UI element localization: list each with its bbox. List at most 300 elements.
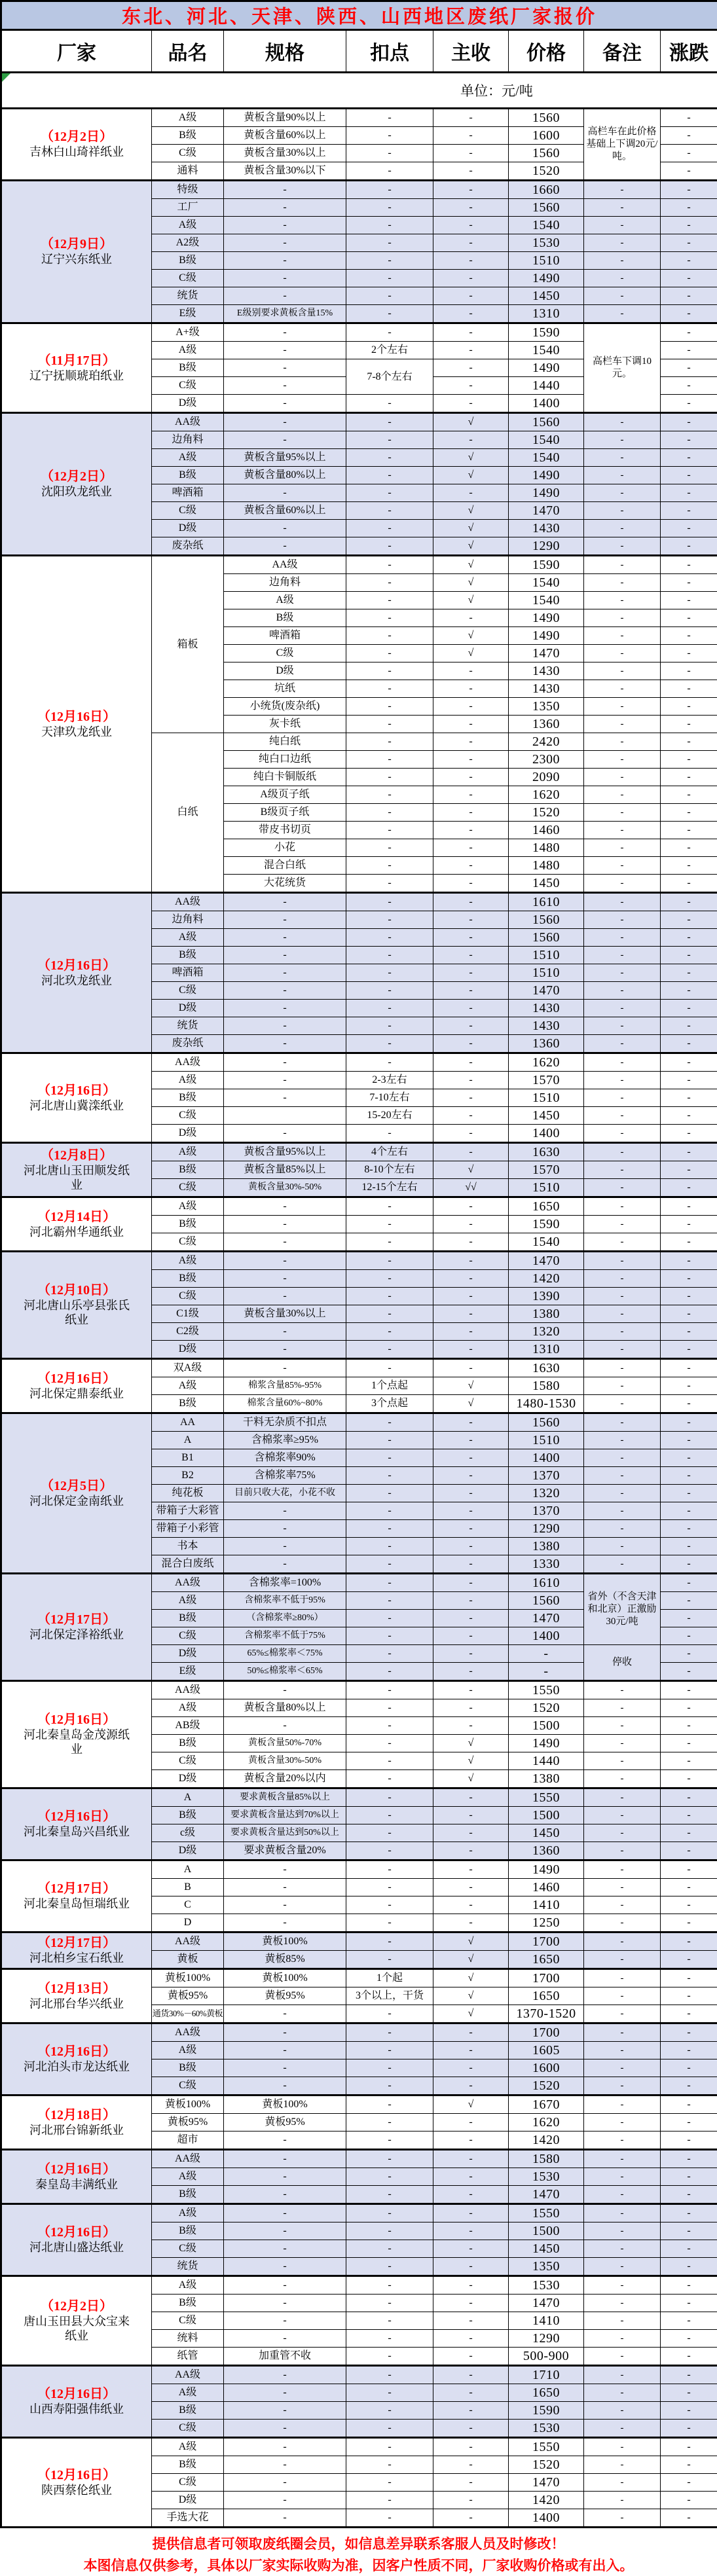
- table-row: [1, 2023, 717, 2042]
- spec-cell: -: [224, 2420, 346, 2438]
- price-cell: 1350: [509, 2258, 584, 2276]
- product-cell: 通货30%－60%黄板: [152, 2005, 224, 2023]
- spec-cell: 棉浆含量85%-95%: [224, 1377, 346, 1395]
- remark-cell: -: [584, 1860, 661, 1879]
- spec-cell: 小花: [224, 839, 346, 857]
- spec-cell: -: [224, 2132, 346, 2150]
- spec-cell: -: [224, 1860, 346, 1879]
- price-cell: 1580: [509, 1377, 584, 1395]
- product-cell: 啤酒箱: [152, 964, 224, 982]
- remark-cell: -: [584, 2059, 661, 2077]
- product-cell: E级: [152, 1663, 224, 1681]
- remark-cell: -: [584, 857, 661, 875]
- remark-cell: -: [584, 449, 661, 467]
- factory-name: 沈阳玖龙纸业: [19, 485, 134, 499]
- deduction-cell: -: [346, 2348, 433, 2366]
- spec-cell: 带皮书切页: [224, 822, 346, 839]
- product-cell: B级: [152, 2222, 224, 2240]
- deduction-cell: -: [346, 270, 433, 287]
- product-cell: B: [152, 1879, 224, 1896]
- price-cell: 1380: [509, 1305, 584, 1323]
- product-cell: AA级: [152, 2366, 224, 2384]
- deduction-cell: -: [346, 1485, 433, 1502]
- factory-cell: [1, 323, 152, 413]
- remark-cell: -: [584, 502, 661, 520]
- product-cell: AA级: [152, 1053, 224, 1072]
- product-cell: B级: [152, 1089, 224, 1107]
- product-cell: AA级: [152, 1681, 224, 1699]
- spec-cell: -: [224, 377, 346, 395]
- main-buy-cell: -: [433, 2258, 509, 2276]
- deduction-cell: -: [346, 2042, 433, 2059]
- change-cell: -: [661, 1305, 717, 1323]
- product-cell: 书本: [152, 1538, 224, 1555]
- spec-cell: A级: [224, 592, 346, 609]
- factory-date: （12月16日）: [19, 1083, 134, 1099]
- spec-cell: 黄板含量80%以上: [224, 467, 346, 484]
- main-buy-cell: -: [433, 305, 509, 323]
- factory-date: （12月17日）: [19, 1935, 134, 1951]
- main-buy-cell: -: [433, 1233, 509, 1252]
- price-cell: 2420: [509, 733, 584, 751]
- price-cell: 1480-1530: [509, 1395, 584, 1413]
- change-cell: -: [661, 431, 717, 449]
- change-cell: -: [661, 1323, 717, 1341]
- main-buy-cell: -: [433, 359, 509, 377]
- factory-name: 河北唐山乐亭县张氏纸业: [19, 1299, 134, 1327]
- change-cell: -: [661, 2186, 717, 2204]
- main-buy-cell: -: [433, 1000, 509, 1017]
- change-cell: -: [661, 2059, 717, 2077]
- remark-cell: -: [584, 1270, 661, 1288]
- spec-cell: 黄板含量30%-50%: [224, 1752, 346, 1770]
- remark-cell: -: [584, 1107, 661, 1125]
- remark-cell: -: [584, 270, 661, 287]
- main-buy-cell: -: [433, 2312, 509, 2330]
- remark-cell: -: [584, 1914, 661, 1932]
- change-cell: -: [661, 1770, 717, 1788]
- main-buy-cell: √: [433, 2005, 509, 2023]
- main-buy-cell: √: [433, 413, 509, 431]
- deduction-cell: -: [346, 2168, 433, 2186]
- price-cell: 1450: [509, 1824, 584, 1842]
- deduction-cell: -: [346, 2402, 433, 2420]
- footer-disclaimer: [0, 2528, 717, 2576]
- change-cell: -: [661, 109, 717, 127]
- main-buy-cell: √: [433, 1752, 509, 1770]
- product-cell: A级: [152, 2384, 224, 2402]
- price-cell: -: [509, 1645, 584, 1663]
- deduction-cell: -: [346, 1216, 433, 1233]
- main-buy-cell: √: [433, 1969, 509, 1987]
- main-buy-cell: -: [433, 2402, 509, 2420]
- deduction-cell: -: [346, 2330, 433, 2348]
- remark-cell: -: [584, 769, 661, 786]
- table-row: [1, 1053, 717, 1072]
- product-cell: 特级: [152, 181, 224, 199]
- deduction-cell: -: [346, 2438, 433, 2456]
- price-cell: 2090: [509, 769, 584, 786]
- change-cell: -: [661, 2150, 717, 2168]
- change-cell: -: [661, 2222, 717, 2240]
- remark-cell: -: [584, 1788, 661, 1807]
- remark-cell: -: [584, 1323, 661, 1341]
- product-cell: AA级: [152, 2150, 224, 2168]
- product-cell: B级: [152, 1807, 224, 1824]
- product-cell: B1: [152, 1449, 224, 1467]
- product-cell: 统料: [152, 2330, 224, 2348]
- product-cell: C级: [152, 270, 224, 287]
- change-cell: -: [661, 127, 717, 145]
- remark-cell: -: [584, 2456, 661, 2474]
- main-buy-cell: √: [433, 449, 509, 467]
- main-buy-cell: √: [433, 1770, 509, 1788]
- remark-cell: -: [584, 520, 661, 537]
- price-cell: 1560: [509, 911, 584, 929]
- main-buy-cell: -: [433, 911, 509, 929]
- remark-cell: -: [584, 199, 661, 217]
- remark-cell: -: [584, 911, 661, 929]
- change-cell: -: [661, 2330, 717, 2348]
- remark-cell: -: [584, 592, 661, 609]
- change-cell: -: [661, 413, 717, 431]
- remark-cell: -: [584, 1125, 661, 1143]
- main-buy-cell: -: [433, 2295, 509, 2312]
- deduction-cell: -: [346, 964, 433, 982]
- main-buy-cell: -: [433, 1502, 509, 1520]
- price-cell: 1430: [509, 1000, 584, 1017]
- deduction-cell: 4个左右: [346, 1143, 433, 1161]
- deduction-cell: -: [346, 1645, 433, 1663]
- factory-date: （12月13日）: [19, 1981, 134, 1997]
- change-cell: -: [661, 1735, 717, 1752]
- remark-cell: -: [584, 2402, 661, 2420]
- main-buy-cell: -: [433, 2348, 509, 2366]
- product-cell: 超市: [152, 2132, 224, 2150]
- factory-name: 唐山玉田县大众宝来纸业: [19, 2315, 134, 2343]
- spec-cell: -: [224, 2384, 346, 2402]
- factory-cell: [1, 1359, 152, 1413]
- table-row: [1, 1197, 717, 1216]
- price-cell: 1590: [509, 556, 584, 574]
- spec-cell: -: [224, 911, 346, 929]
- price-cell: 1420: [509, 2492, 584, 2509]
- deduction-cell: -: [346, 1270, 433, 1288]
- factory-name: 河北邢台锦新纸业: [19, 2124, 134, 2138]
- factory-date: （12月17日）: [19, 1612, 134, 1628]
- deduction-cell: -: [346, 1233, 433, 1252]
- product-cell: 边角料: [152, 431, 224, 449]
- spec-cell: 黄板含量60%以上: [224, 502, 346, 520]
- product-cell: AA级: [152, 1574, 224, 1592]
- price-cell: 1290: [509, 537, 584, 556]
- deduction-cell: -: [346, 287, 433, 305]
- factory-name: 辽宁兴东纸业: [19, 253, 134, 267]
- deduction-cell: -: [346, 698, 433, 716]
- spec-cell: 黄板含量30%以下: [224, 162, 346, 181]
- change-cell: -: [661, 1359, 717, 1377]
- product-cell: C级: [152, 502, 224, 520]
- product-cell: 白纸: [152, 733, 224, 893]
- main-buy-cell: -: [433, 1485, 509, 1502]
- main-buy-cell: -: [433, 287, 509, 305]
- remark-cell: -: [584, 305, 661, 323]
- product-cell: B级: [152, 2059, 224, 2077]
- price-cell: 1580: [509, 2150, 584, 2168]
- deduction-cell: -: [346, 1305, 433, 1323]
- table-row: [1, 893, 717, 911]
- change-cell: -: [661, 769, 717, 786]
- deduction-cell: -: [346, 1610, 433, 1627]
- factory-cell: [1, 1252, 152, 1359]
- main-buy-cell: -: [433, 323, 509, 342]
- remark-cell: -: [584, 2240, 661, 2258]
- price-cell: 1400: [509, 2509, 584, 2528]
- factory-cell: [1, 1053, 152, 1143]
- deduction-cell: -: [346, 1252, 433, 1270]
- col-header-main-buy: 主收: [433, 30, 509, 73]
- change-cell: -: [661, 270, 717, 287]
- price-cell: 1360: [509, 1035, 584, 1053]
- product-cell: D级: [152, 520, 224, 537]
- change-cell: -: [661, 982, 717, 1000]
- price-cell: 1540: [509, 1233, 584, 1252]
- remark-cell: -: [584, 1161, 661, 1179]
- spec-cell: -: [224, 2204, 346, 2222]
- spec-cell: 黄板含量30%以上: [224, 145, 346, 162]
- factory-cell: [1, 2276, 152, 2366]
- change-cell: -: [661, 2366, 717, 2384]
- main-buy-cell: -: [433, 1592, 509, 1610]
- remark-cell: -: [584, 1896, 661, 1914]
- deduction-cell: -: [346, 1824, 433, 1842]
- table-row: [1, 1359, 717, 1377]
- spec-cell: 含棉浆率=100%: [224, 1574, 346, 1592]
- price-cell: 1470: [509, 645, 584, 662]
- spec-cell: -: [224, 359, 346, 377]
- col-header-change: 涨跌: [661, 30, 717, 73]
- table-row: [1, 181, 717, 199]
- remark-cell: -: [584, 2295, 661, 2312]
- change-cell: -: [661, 662, 717, 680]
- factory-cell: [1, 556, 152, 893]
- remark-cell: -: [584, 2095, 661, 2114]
- change-cell: -: [661, 2509, 717, 2528]
- deduction-cell: -: [346, 1502, 433, 1520]
- deduction-cell: -: [346, 1788, 433, 1807]
- price-cell: 1650: [509, 2384, 584, 2402]
- change-cell: -: [661, 1252, 717, 1270]
- main-buy-cell: -: [433, 1467, 509, 1485]
- main-buy-cell: -: [433, 1432, 509, 1449]
- price-cell: 1520: [509, 804, 584, 822]
- change-cell: -: [661, 1089, 717, 1107]
- price-cell: 1650: [509, 1987, 584, 2005]
- price-cell: 1370-1520: [509, 2005, 584, 2023]
- main-buy-cell: -: [433, 1663, 509, 1681]
- change-cell: -: [661, 1592, 717, 1610]
- remark-cell: -: [584, 698, 661, 716]
- col-header-price: 价格: [509, 30, 584, 73]
- product-cell: D级: [152, 1770, 224, 1788]
- product-cell: 箱板: [152, 556, 224, 733]
- price-cell: 1380: [509, 1770, 584, 1788]
- change-cell: -: [661, 1663, 717, 1681]
- product-cell: A: [152, 1432, 224, 1449]
- spec-cell: -: [224, 395, 346, 413]
- spec-cell: -: [224, 1341, 346, 1359]
- factory-cell: [1, 1197, 152, 1252]
- product-cell: 通料: [152, 162, 224, 181]
- price-cell: 1430: [509, 520, 584, 537]
- price-cell: 1380: [509, 1538, 584, 1555]
- main-buy-cell: -: [433, 1807, 509, 1824]
- factory-name: 河北保定金南纸业: [19, 1495, 134, 1509]
- change-cell: -: [661, 2077, 717, 2095]
- change-cell: -: [661, 822, 717, 839]
- product-cell: C级: [152, 1752, 224, 1770]
- spec-cell: 含棉浆率不低于75%: [224, 1627, 346, 1645]
- main-buy-cell: -: [433, 377, 509, 395]
- price-cell: 1320: [509, 1485, 584, 1502]
- factory-rows: [1, 109, 717, 2528]
- remark-cell: -: [584, 1089, 661, 1107]
- remark-cell: -: [584, 2276, 661, 2295]
- product-cell: B级: [152, 127, 224, 145]
- change-cell: -: [661, 574, 717, 592]
- remark-cell: -: [584, 2384, 661, 2402]
- main-buy-cell: -: [433, 2492, 509, 2509]
- deduction-cell: 1个点起: [346, 1377, 433, 1395]
- spec-cell: -: [224, 1252, 346, 1270]
- spec-cell: -: [224, 2366, 346, 2384]
- change-cell: -: [661, 2168, 717, 2186]
- product-cell: AA: [152, 1413, 224, 1432]
- product-cell: 纸管: [152, 2348, 224, 2366]
- deduction-cell: -: [346, 1000, 433, 1017]
- remark-cell: -: [584, 1072, 661, 1089]
- spec-cell: -: [224, 2312, 346, 2330]
- main-buy-cell: -: [433, 609, 509, 627]
- main-buy-cell: -: [433, 1914, 509, 1932]
- factory-cell: [1, 1969, 152, 2023]
- price-cell: 1370: [509, 1467, 584, 1485]
- remark-cell: -: [584, 1717, 661, 1735]
- main-buy-cell: -: [433, 1413, 509, 1432]
- spec-cell: 黄板含量20%以内: [224, 1770, 346, 1788]
- spec-cell: 要求黄板含量85%以上: [224, 1788, 346, 1807]
- price-cell: 1250: [509, 1914, 584, 1932]
- change-cell: -: [661, 1520, 717, 1538]
- change-cell: -: [661, 1538, 717, 1555]
- factory-cell: [1, 1413, 152, 1574]
- remark-cell: -: [584, 2005, 661, 2023]
- title-bar: [1, 1, 717, 30]
- change-cell: -: [661, 2276, 717, 2295]
- price-cell: 1450: [509, 875, 584, 893]
- change-cell: -: [661, 2456, 717, 2474]
- remark-cell: -: [584, 645, 661, 662]
- footer-line-2: 本图信息仅供参考，具体以厂家实际收购为准，因客户性质不同，厂家收购价格或有出入。: [0, 2555, 717, 2576]
- spec-cell: -: [224, 1270, 346, 1288]
- spec-cell: -: [224, 2023, 346, 2042]
- change-cell: -: [661, 1161, 717, 1179]
- table-row: [1, 2204, 717, 2222]
- remark-cell: -: [584, 2312, 661, 2330]
- change-cell: -: [661, 1107, 717, 1125]
- main-buy-cell: -: [433, 680, 509, 698]
- main-buy-cell: -: [433, 1089, 509, 1107]
- factory-date: （12月5日）: [19, 1478, 134, 1495]
- product-cell: 黄板95%: [152, 1987, 224, 2005]
- deduction-cell: -: [346, 2114, 433, 2132]
- product-cell: B级: [152, 1735, 224, 1752]
- main-buy-cell: √: [433, 627, 509, 645]
- price-cell: 1440: [509, 377, 584, 395]
- price-cell: 1600: [509, 127, 584, 145]
- price-cell: 1420: [509, 1270, 584, 1288]
- spec-cell: 混合白纸: [224, 857, 346, 875]
- remark-cell: -: [584, 1305, 661, 1323]
- deduction-cell: 7-10左右: [346, 1089, 433, 1107]
- change-cell: -: [661, 323, 717, 342]
- main-buy-cell: -: [433, 2420, 509, 2438]
- deduction-cell: -: [346, 662, 433, 680]
- spec-cell: 65%≤棉浆率＜75%: [224, 1645, 346, 1663]
- product-cell: 统货: [152, 2258, 224, 2276]
- deduction-cell: -: [346, 875, 433, 893]
- remark-cell: -: [584, 2509, 661, 2528]
- product-cell: B级: [152, 1270, 224, 1288]
- change-cell: -: [661, 1574, 717, 1592]
- main-buy-cell: -: [433, 1072, 509, 1089]
- spec-cell: -: [224, 2295, 346, 2312]
- main-buy-cell: -: [433, 181, 509, 199]
- product-cell: A级: [152, 2168, 224, 2186]
- change-cell: -: [661, 1932, 717, 1951]
- spec-cell: B级页子纸: [224, 804, 346, 822]
- change-cell: -: [661, 1432, 717, 1449]
- spec-cell: -: [224, 2059, 346, 2077]
- deduction-cell: -: [346, 1681, 433, 1699]
- remark-cell: -: [584, 1395, 661, 1413]
- product-cell: 黄板100%: [152, 1969, 224, 1987]
- deduction-cell: -: [346, 1288, 433, 1305]
- deduction-cell: -: [346, 234, 433, 252]
- main-buy-cell: -: [433, 2330, 509, 2348]
- spec-cell: 黄板100%: [224, 1969, 346, 1987]
- price-cell: 1370: [509, 1502, 584, 1520]
- spec-cell: -: [224, 2258, 346, 2276]
- price-cell: 1490: [509, 270, 584, 287]
- price-cell: 1480: [509, 857, 584, 875]
- price-cell: 1520: [509, 162, 584, 181]
- product-cell: B级: [152, 359, 224, 377]
- spec-cell: [224, 1107, 346, 1125]
- main-buy-cell: √: [433, 592, 509, 609]
- remark-cell: -: [584, 893, 661, 911]
- spec-cell: -: [224, 2222, 346, 2240]
- price-cell: 1670: [509, 2095, 584, 2114]
- spec-cell: 黄板含量50%-70%: [224, 1735, 346, 1752]
- price-cell: 1650: [509, 1951, 584, 1969]
- product-cell: D级: [152, 1341, 224, 1359]
- product-cell: 带箱子小彩管: [152, 1520, 224, 1538]
- price-cell: 1360: [509, 1842, 584, 1860]
- factory-date: （12月14日）: [19, 1209, 134, 1225]
- price-cell: 2300: [509, 751, 584, 769]
- factory-cell: [1, 2366, 152, 2438]
